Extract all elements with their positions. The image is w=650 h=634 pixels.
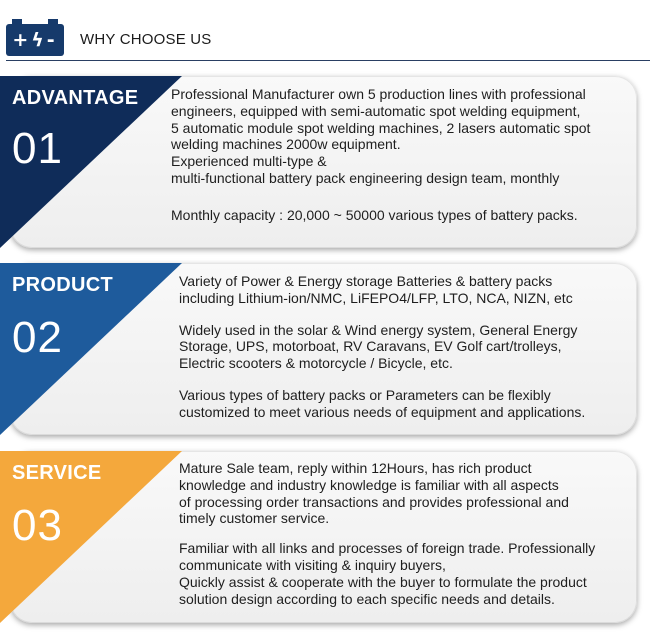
text-line: timely customer service. (179, 510, 330, 527)
text-line: Mature Sale team, reply within 12Hours, has rich product (179, 460, 532, 476)
product-text (179, 273, 585, 421)
text-line: 5 automatic module spot welding machines, 2 lasers automatic spot (171, 119, 591, 136)
product-number: 02 (12, 313, 63, 362)
service-badge (0, 451, 182, 623)
service-title: SERVICE (12, 462, 102, 484)
spacer (179, 307, 585, 322)
header (0, 0, 650, 62)
advantage-title: ADVANTAGE (12, 87, 139, 109)
text-line: Widely used in the solar & Wind energy system, General Energy (179, 321, 578, 338)
text-line: Familiar with all links and processes of foreign trade. Professionally (179, 540, 596, 557)
spacer (179, 527, 595, 540)
service-number: 03 (12, 501, 63, 550)
text-line: welding machines 2000w equipment. (171, 136, 401, 153)
text-line: Experienced multi-type & (171, 153, 327, 170)
battery-icon (6, 24, 64, 56)
advantage-badge (0, 76, 182, 248)
section-product (0, 263, 650, 435)
section-advantage (0, 76, 650, 248)
text-line: of processing order transactions and provides professional and (179, 493, 569, 510)
text-line: Variety of Power & Energy storage Batteries & battery packs (179, 273, 553, 289)
spacer (179, 372, 585, 387)
section-service (0, 451, 650, 623)
text-line: customized to meet various needs of equipment and applications. (179, 403, 586, 420)
text-line: Professional Manufacturer own 5 production lines with professional (171, 86, 586, 102)
header-divider (6, 60, 650, 61)
text-line: multi-functional battery pack engineering design team, monthly (171, 169, 560, 186)
text-line: Monthly capacity : 20,000 ~ 50000 various types of battery packs. (171, 206, 578, 223)
advantage-number: 01 (12, 124, 63, 173)
text-line: engineers, equipped with semi-automatic spot welding equipment, (171, 102, 581, 119)
product-badge (0, 263, 182, 435)
text-line: knowledge and industry knowledge is familiar with all aspects (179, 476, 559, 493)
advantage-text (171, 86, 590, 224)
text-line: Electric scooters & motorcycle / Bicycle, etc. (179, 355, 453, 372)
page-title: WHY CHOOSE US (80, 31, 212, 48)
battery-symbols: +ϟ- (12, 29, 58, 51)
product-title: PRODUCT (12, 274, 113, 296)
service-text (179, 460, 595, 607)
text-line: Various types of battery packs or Parameters can be flexibly (179, 386, 551, 403)
spacer (171, 187, 590, 207)
text-line: Quickly assist & cooperate with the buyer to formulate the product (179, 573, 587, 590)
text-line: solution design according to each specific needs and details. (179, 590, 555, 607)
text-line: including Lithium-ion/NMC, LiFEPO4/LFP, LTO, NCA, NIZN, etc (179, 289, 573, 306)
text-line: Storage, UPS, motorboat, RV Caravans, EV Golf cart/trolleys, (179, 338, 562, 355)
text-line: communicate with visiting & inquiry buyers, (179, 556, 446, 573)
